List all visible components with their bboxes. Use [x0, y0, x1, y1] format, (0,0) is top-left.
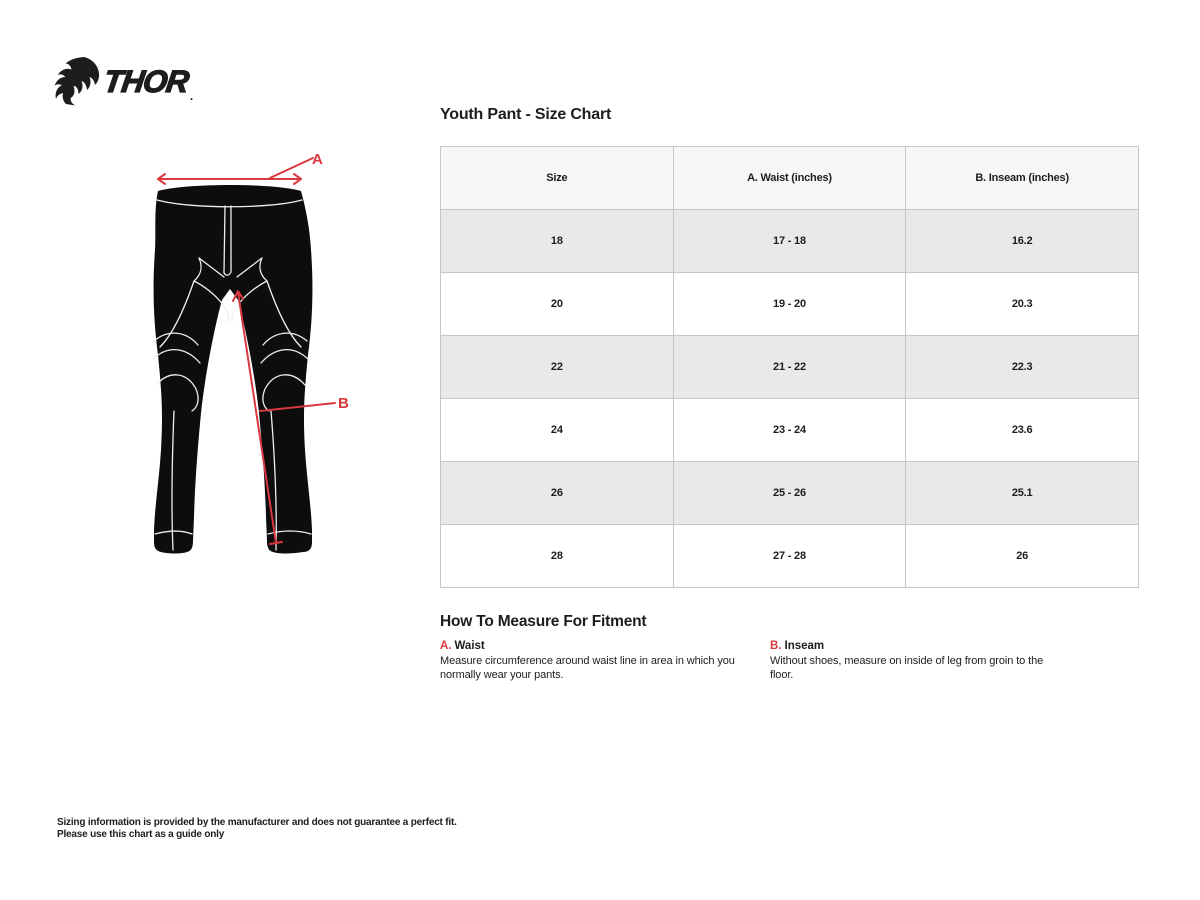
waist-cell: 21 - 22: [673, 336, 906, 399]
inseam-cell: 22.3: [906, 336, 1139, 399]
disclaimer: [57, 817, 457, 841]
table-row: [441, 210, 1139, 273]
measure-description-inseam: Without shoes, measure on inside of leg from groin to the floor.: [770, 655, 1044, 681]
inseam-cell: 23.6: [906, 399, 1139, 462]
thor-goat-icon: [54, 56, 100, 106]
size-cell: 22: [441, 336, 674, 399]
table-row: [441, 525, 1139, 588]
measure-prefix-a: A.: [440, 640, 452, 652]
thor-logo-text: THOR: [101, 63, 191, 99]
table-row: [441, 336, 1139, 399]
waist-cell: 25 - 26: [673, 462, 906, 525]
inseam-cell: 20.3: [906, 273, 1139, 336]
thor-logo: [54, 56, 193, 106]
table-row: [441, 399, 1139, 462]
measure-item-inseam: [770, 640, 1045, 682]
waist-cell: 27 - 28: [673, 525, 906, 588]
column-header-inseam: B. Inseam (inches): [906, 147, 1139, 210]
size-cell: 18: [441, 210, 674, 273]
inseam-label-b: B: [338, 395, 349, 412]
size-cell: 24: [441, 399, 674, 462]
waist-label-a: A: [312, 151, 323, 168]
table-header: [441, 147, 1139, 210]
thor-logo-trademark: .: [189, 89, 194, 103]
table-row: [441, 462, 1139, 525]
size-cell: 28: [441, 525, 674, 588]
size-chart-title: Youth Pant - Size Chart: [440, 106, 612, 123]
size-cell: 26: [441, 462, 674, 525]
disclaimer-line-1: Sizing information is provided by the manufacturer and does not guarantee a perfect fit.: [57, 817, 457, 828]
column-header-waist: A. Waist (inches): [673, 147, 906, 210]
how-to-measure-heading: How To Measure For Fitment: [440, 613, 647, 630]
measure-prefix-b: B.: [770, 640, 782, 652]
inseam-cell: 25.1: [906, 462, 1139, 525]
measure-description-waist: Measure circumference around waist line in area in which you normally wear your pants.: [440, 655, 735, 681]
inseam-cell: 16.2: [906, 210, 1139, 273]
size-chart-table: [440, 146, 1139, 588]
measure-label-inseam: [770, 640, 1045, 652]
waist-cell: 17 - 18: [673, 210, 906, 273]
waist-cell: 19 - 20: [673, 273, 906, 336]
waist-measure-arrow: [158, 158, 313, 184]
measure-label-waist: [440, 640, 735, 652]
pant-silhouette: [154, 185, 313, 554]
measure-item-waist: [440, 640, 735, 682]
pant-measurement-diagram: [130, 145, 360, 560]
column-header-size: Size: [441, 147, 674, 210]
size-cell: 20: [441, 273, 674, 336]
table-row: [441, 273, 1139, 336]
measure-name-inseam: Inseam: [784, 640, 825, 652]
inseam-cell: 26: [906, 525, 1139, 588]
measure-name-waist: Waist: [454, 640, 485, 652]
waist-cell: 23 - 24: [673, 399, 906, 462]
disclaimer-line-2: Please use this chart as a guide only: [57, 829, 225, 840]
